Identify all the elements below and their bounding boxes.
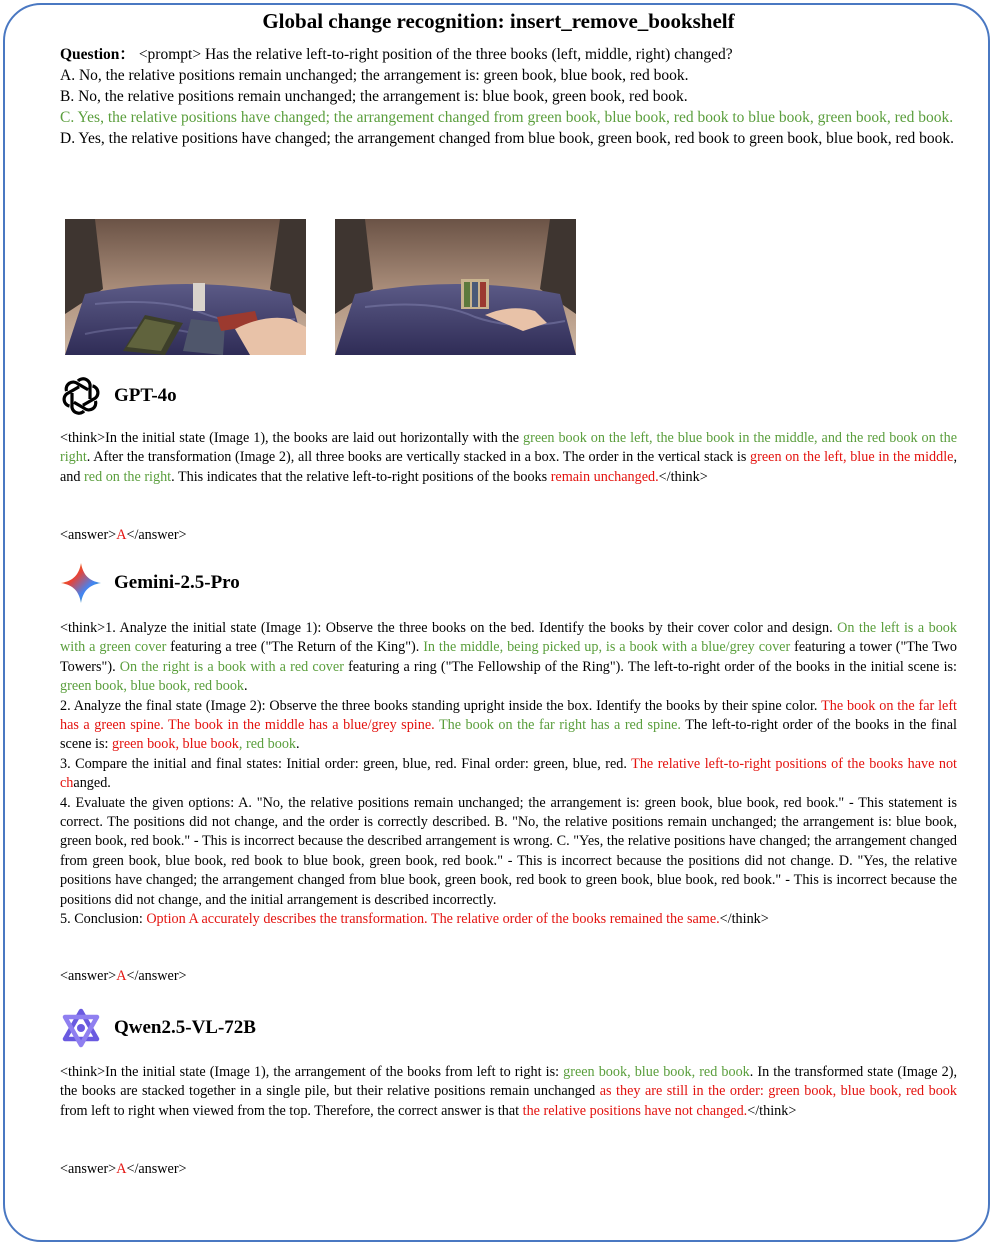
response-segment: the relative positions have not changed. xyxy=(522,1102,748,1119)
model-name: GPT-4o xyxy=(114,385,177,406)
question-block xyxy=(60,44,957,149)
response-segment: </think> xyxy=(658,468,708,485)
response-segment: The book on the far right has a red spine. xyxy=(438,717,681,734)
response-segment: On the right is a book with a red cover xyxy=(119,658,344,675)
question-prompt: <prompt> Has the relative left-to-right position of the three books (left, middle, right) changed? xyxy=(134,46,733,63)
openai-logo-icon xyxy=(60,375,102,417)
figure-title: Global change recognition: insert_remove_bookshelf xyxy=(262,9,735,33)
model-header-qwen xyxy=(60,1006,256,1050)
response-segment: . This indicates that the relative left-to-right positions of the books xyxy=(171,468,551,485)
response-segment: . xyxy=(244,678,248,695)
response-gemini xyxy=(60,619,957,930)
answer-gemini xyxy=(60,967,957,986)
response-segment: The left-to-right order of the books in the final scene is: xyxy=(60,717,957,753)
model-header-gemini xyxy=(60,561,240,605)
response-paragraph xyxy=(60,755,957,794)
response-segment: The relative left-to-right positions of the books have not ch xyxy=(60,755,957,792)
response-paragraph xyxy=(60,794,957,910)
answer-gpt4o xyxy=(60,526,957,545)
response-segment: On the left is a book with a green cover xyxy=(60,620,957,656)
question-line xyxy=(60,44,957,65)
response-segment: as they are still in the order: green book, blue book, red book xyxy=(599,1083,957,1100)
model-name: Gemini-2.5-Pro xyxy=(114,572,240,593)
model-name: Qwen2.5-VL-72B xyxy=(114,1017,256,1038)
option-d: D. Yes, the relative positions have changed; the arrangement changed from blue book, green book, red book to green book, blue book, red book. xyxy=(60,130,955,147)
response-segment: green book, blue book, red book xyxy=(60,678,245,695)
response-segment: from left to right when viewed from the top. Therefore, the correct answer is that xyxy=(60,1102,523,1119)
model-header-gpt4o xyxy=(60,374,177,418)
response-segment: <think>1. Analyze the initial state (Image 1): Observe the three books on the bed. Identify the books by their cover color and design. xyxy=(60,620,838,636)
option-b: B. No, the relative positions remain unchanged; the arrangement is: blue book, green book, red book. xyxy=(60,88,688,105)
response-segment: 2. Analyze the final state (Image 2): Observe the three books standing upright inside the box. Identify the books by their spine color. xyxy=(60,697,822,714)
response-segment: green book on the left, the blue book in the middle, and the red book on the right xyxy=(60,430,957,466)
response-segment: green book, blue book, red book xyxy=(563,1064,750,1080)
answer-close-tag: </answer> xyxy=(126,527,187,543)
response-segment: remain unchanged. xyxy=(550,468,659,485)
option-c: C. Yes, the relative positions have changed; the arrangement changed from green book, blue book, red book to blue book, green book, red book. xyxy=(60,109,954,126)
answer-qwen xyxy=(60,1160,957,1179)
answer-close-tag: </answer> xyxy=(126,968,187,984)
image-final-state xyxy=(335,219,576,355)
response-segment: </think> xyxy=(747,1102,797,1119)
answer-value: A xyxy=(116,527,127,543)
response-segment: In the middle, being picked up, is a book with a blue/grey cover xyxy=(423,639,791,656)
response-segment: . In the transformed state (Image 2), the books are stacked together in a single pile, but their relative positions remain unchanged xyxy=(60,1064,957,1100)
gemini-sparkle-icon xyxy=(60,561,102,605)
response-segment: . xyxy=(296,736,300,753)
question-label: Question： xyxy=(60,46,135,63)
response-segment: anged. xyxy=(73,775,111,792)
response-segment: 4. Evaluate the given options: A. "No, the relative positions remain unchanged; the arrangement is: green book, blue book, red book." - This statement is correct. The positions did not change, and the order is correctly described. B. "No, the relative positions remain unchanged; the arrangement is: blue book, green book, red book." - This is incorrect because the described arrangement is wrong. C. "Yes, the relative positions have changed; the arrangement changed from green book, blue book, red book to blue book, green book, red book." - This is incorrect because the positions did not change. D. "Yes, the relative positions have changed; the arrangement changed from blue book, green book, red book to green book, blue book, red book." - This is incorrect because the positions did not change, and the initial arrangement is described incorrectly. xyxy=(60,794,957,908)
response-qwen xyxy=(60,1063,957,1121)
option-a: A. No, the relative positions remain unchanged; the arrangement is: green book, blue book, red book. xyxy=(60,67,689,84)
response-paragraph xyxy=(60,910,957,929)
response-segment: , and xyxy=(60,449,957,485)
response-segment: featuring a tree ("The Return of the King"). xyxy=(166,639,424,656)
response-gpt4o xyxy=(60,429,957,487)
answer-value: A xyxy=(116,1161,127,1177)
answer-close-tag: </answer> xyxy=(126,1161,187,1177)
image-initial-state xyxy=(65,219,306,355)
response-paragraph xyxy=(60,1063,957,1121)
response-segment: , red book xyxy=(238,736,297,753)
qwen-logo-icon xyxy=(60,1007,102,1049)
response-segment: featuring a tower ("The Two Towers"). xyxy=(60,639,957,675)
response-segment: green book, blue book xyxy=(112,736,239,753)
photo-final-scene xyxy=(335,219,576,355)
response-paragraph xyxy=(60,429,957,487)
response-segment: <think>In the initial state (Image 1), the books are laid out horizontally with the xyxy=(60,430,524,446)
response-segment: Option A accurately describes the transformation. The relative order of the books remained the same. xyxy=(146,911,720,928)
response-segment: featuring a ring ("The Fellowship of the Ring"). The left-to-right order of the books in the initial scene is: xyxy=(343,658,957,675)
answer-value: A xyxy=(116,968,127,984)
response-segment: The book on the far left has a green spine. The book in the middle has a blue/grey spine. xyxy=(60,697,957,734)
response-segment: 3. Compare the initial and final states: Initial order: green, blue, red. Final order: green, blue, red. xyxy=(60,755,632,772)
response-segment: green on the left, blue in the middle xyxy=(750,449,954,466)
response-segment: 5. Conclusion: xyxy=(60,911,147,928)
response-paragraph xyxy=(60,619,957,697)
answer-open-tag: <answer> xyxy=(60,527,117,543)
response-segment: red on the right xyxy=(84,468,172,485)
response-segment: . After the transformation (Image 2), all three books are vertically stacked in a box. The order in the vertical stack is xyxy=(86,449,751,466)
response-segment: </think> xyxy=(719,911,769,928)
photo-initial-scene xyxy=(65,219,306,355)
response-segment: <think>In the initial state (Image 1), the arrangement of the books from left to right is: xyxy=(60,1064,564,1080)
response-paragraph xyxy=(60,697,957,755)
answer-open-tag: <answer> xyxy=(60,968,117,984)
answer-open-tag: <answer> xyxy=(60,1161,117,1177)
